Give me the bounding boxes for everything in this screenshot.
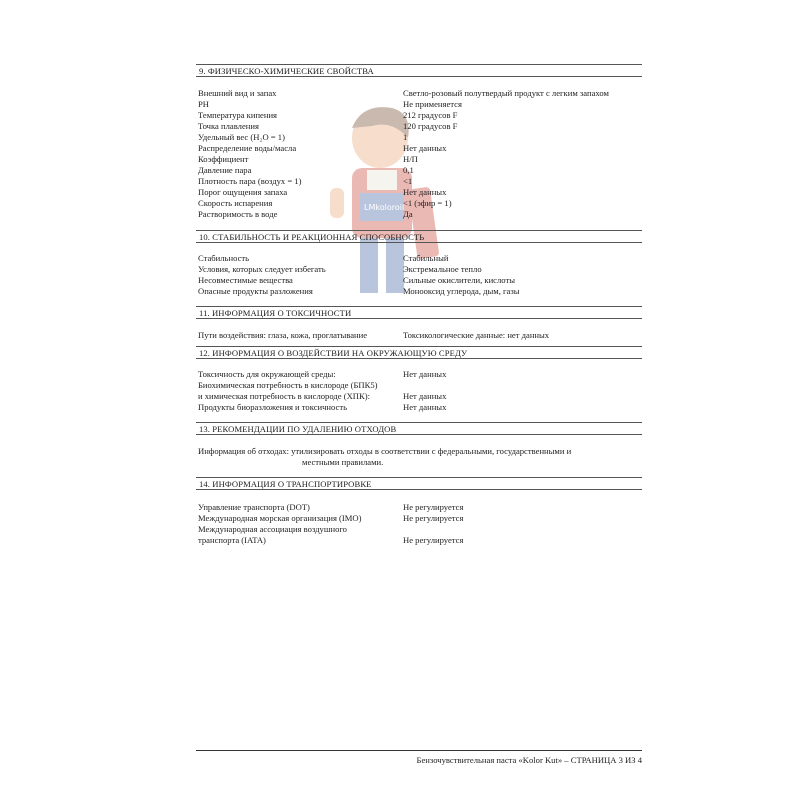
property-name: Растворимость в воде: [198, 209, 278, 219]
property-value: Нет данных: [403, 402, 447, 412]
property-row: [198, 176, 638, 187]
property-row: [198, 198, 638, 209]
property-name: PH: [198, 99, 209, 109]
section-9-title: 9. ФИЗИЧЕСКО-ХИМИЧЕСКИЕ СВОЙСТВА: [196, 64, 642, 77]
property-value: Стабильный: [403, 253, 449, 263]
property-value: Не регулируется: [403, 502, 464, 512]
property-name: Пути воздействия: глаза, кожа, проглатывание: [198, 330, 368, 340]
section-12-title: 12. ИНФОРМАЦИЯ О ВОЗДЕЙСТВИИ НА ОКРУЖАЮЩУЮ СРЕДУ: [196, 346, 642, 359]
property-value: 212 градусов F: [403, 110, 458, 120]
property-row: [198, 253, 638, 264]
footer-rule: [196, 750, 642, 751]
watermark-text: LMkoloroil: [364, 203, 405, 212]
property-name: Стабильность: [198, 253, 250, 263]
property-value: Нет данных: [403, 391, 447, 401]
property-row: [198, 524, 638, 535]
property-row: [198, 143, 638, 154]
property-name: Международная морская организация (IMO): [198, 513, 362, 523]
property-row: [198, 275, 638, 286]
property-name: Внешний вид и запах: [198, 88, 277, 98]
property-row: [198, 380, 638, 391]
property-name: Температура кипения: [198, 110, 278, 120]
property-row: [198, 165, 638, 176]
property-row: [198, 99, 638, 110]
property-name: Распределение воды/масла: [198, 143, 297, 153]
property-name: Токсичность для окружающей среды:: [198, 369, 336, 379]
property-name: Международная ассоциация воздушного: [198, 524, 347, 534]
property-value: 1: [403, 132, 408, 142]
property-value: Не регулируется: [403, 535, 464, 545]
property-name: Скорость испарения: [198, 198, 273, 208]
page-footer: Бензочувствительная паста «Kolor Kut» – СТРАНИЦА 3 ИЗ 4: [416, 755, 642, 765]
property-name: Продукты биоразложения и токсичность: [198, 402, 348, 412]
section-13-text: [198, 446, 638, 468]
property-value: Светло-розовый полутвердый продукт с легким запахом: [403, 88, 609, 98]
section-11-title: 11. ИНФОРМАЦИЯ О ТОКСИЧНОСТИ: [196, 306, 642, 319]
property-row: [198, 110, 638, 121]
property-value: Не применяется: [403, 99, 462, 109]
property-row: [198, 369, 638, 380]
property-row: [198, 209, 638, 220]
property-row: [198, 88, 638, 99]
disposal-line-2: местными правилами.: [302, 457, 384, 467]
property-value: Да: [403, 209, 413, 219]
property-name: транспорта (IATA): [198, 535, 266, 545]
property-name: Условия, которых следует избегать: [198, 264, 326, 274]
section-13-title: 13. РЕКОМЕНДАЦИИ ПО УДАЛЕНИЮ ОТХОДОВ: [196, 422, 642, 435]
property-name: Опасные продукты разложения: [198, 286, 313, 296]
property-name: Плотность пара (воздух = 1): [198, 176, 302, 186]
property-row: [198, 502, 638, 513]
section-14-title: 14. ИНФОРМАЦИЯ О ТРАНСПОРТИРОВКЕ: [196, 477, 642, 490]
property-row: [198, 513, 638, 524]
property-name: Давление пара: [198, 165, 252, 175]
property-value: Токсикологические данные: нет данных: [403, 330, 550, 340]
property-row: [198, 286, 638, 297]
property-row: [198, 535, 638, 546]
property-row: [198, 187, 638, 198]
property-value: <1: [403, 176, 413, 186]
property-value: Монооксид углерода, дым, газы: [403, 286, 520, 296]
property-value: 0,1: [403, 165, 414, 175]
property-name: Коэффициент: [198, 154, 249, 164]
property-value: Н/П: [403, 154, 418, 164]
property-name: Точка плавления: [198, 121, 259, 131]
property-value: 120 градусов F: [403, 121, 458, 131]
property-name: Удельный вес (H₂O = 1): [198, 132, 285, 142]
property-name: Несовместимые вещества: [198, 275, 293, 285]
property-name: и химическая потребность в кислороде (ХПК):: [198, 391, 370, 401]
property-name: Управление транспорта (DOT): [198, 502, 310, 512]
property-row: [198, 121, 638, 132]
property-row: [198, 264, 638, 275]
property-row: [198, 154, 638, 165]
property-row: [198, 132, 638, 143]
property-row: [198, 330, 638, 341]
property-value: Экстремальное тепло: [403, 264, 482, 274]
property-value: Сильные окислители, кислоты: [403, 275, 515, 285]
property-value: <1 (эфир = 1): [403, 198, 452, 208]
property-name: Биохимическая потребность в кислороде (БПК5): [198, 380, 378, 390]
section-10-title: 10. СТАБИЛЬНОСТЬ И РЕАКЦИОННАЯ СПОСОБНОСТЬ: [196, 230, 642, 243]
property-row: [198, 391, 638, 402]
property-value: Нет данных: [403, 187, 447, 197]
property-value: Не регулируется: [403, 513, 464, 523]
property-value: Нет данных: [403, 143, 447, 153]
property-row: [198, 402, 638, 413]
property-value: Нет данных: [403, 369, 447, 379]
disposal-line-1: Информация об отходах: утилизировать отходы в соответствии с федеральными, государственными и: [198, 446, 572, 456]
property-name: Порог ощущения запаха: [198, 187, 288, 197]
